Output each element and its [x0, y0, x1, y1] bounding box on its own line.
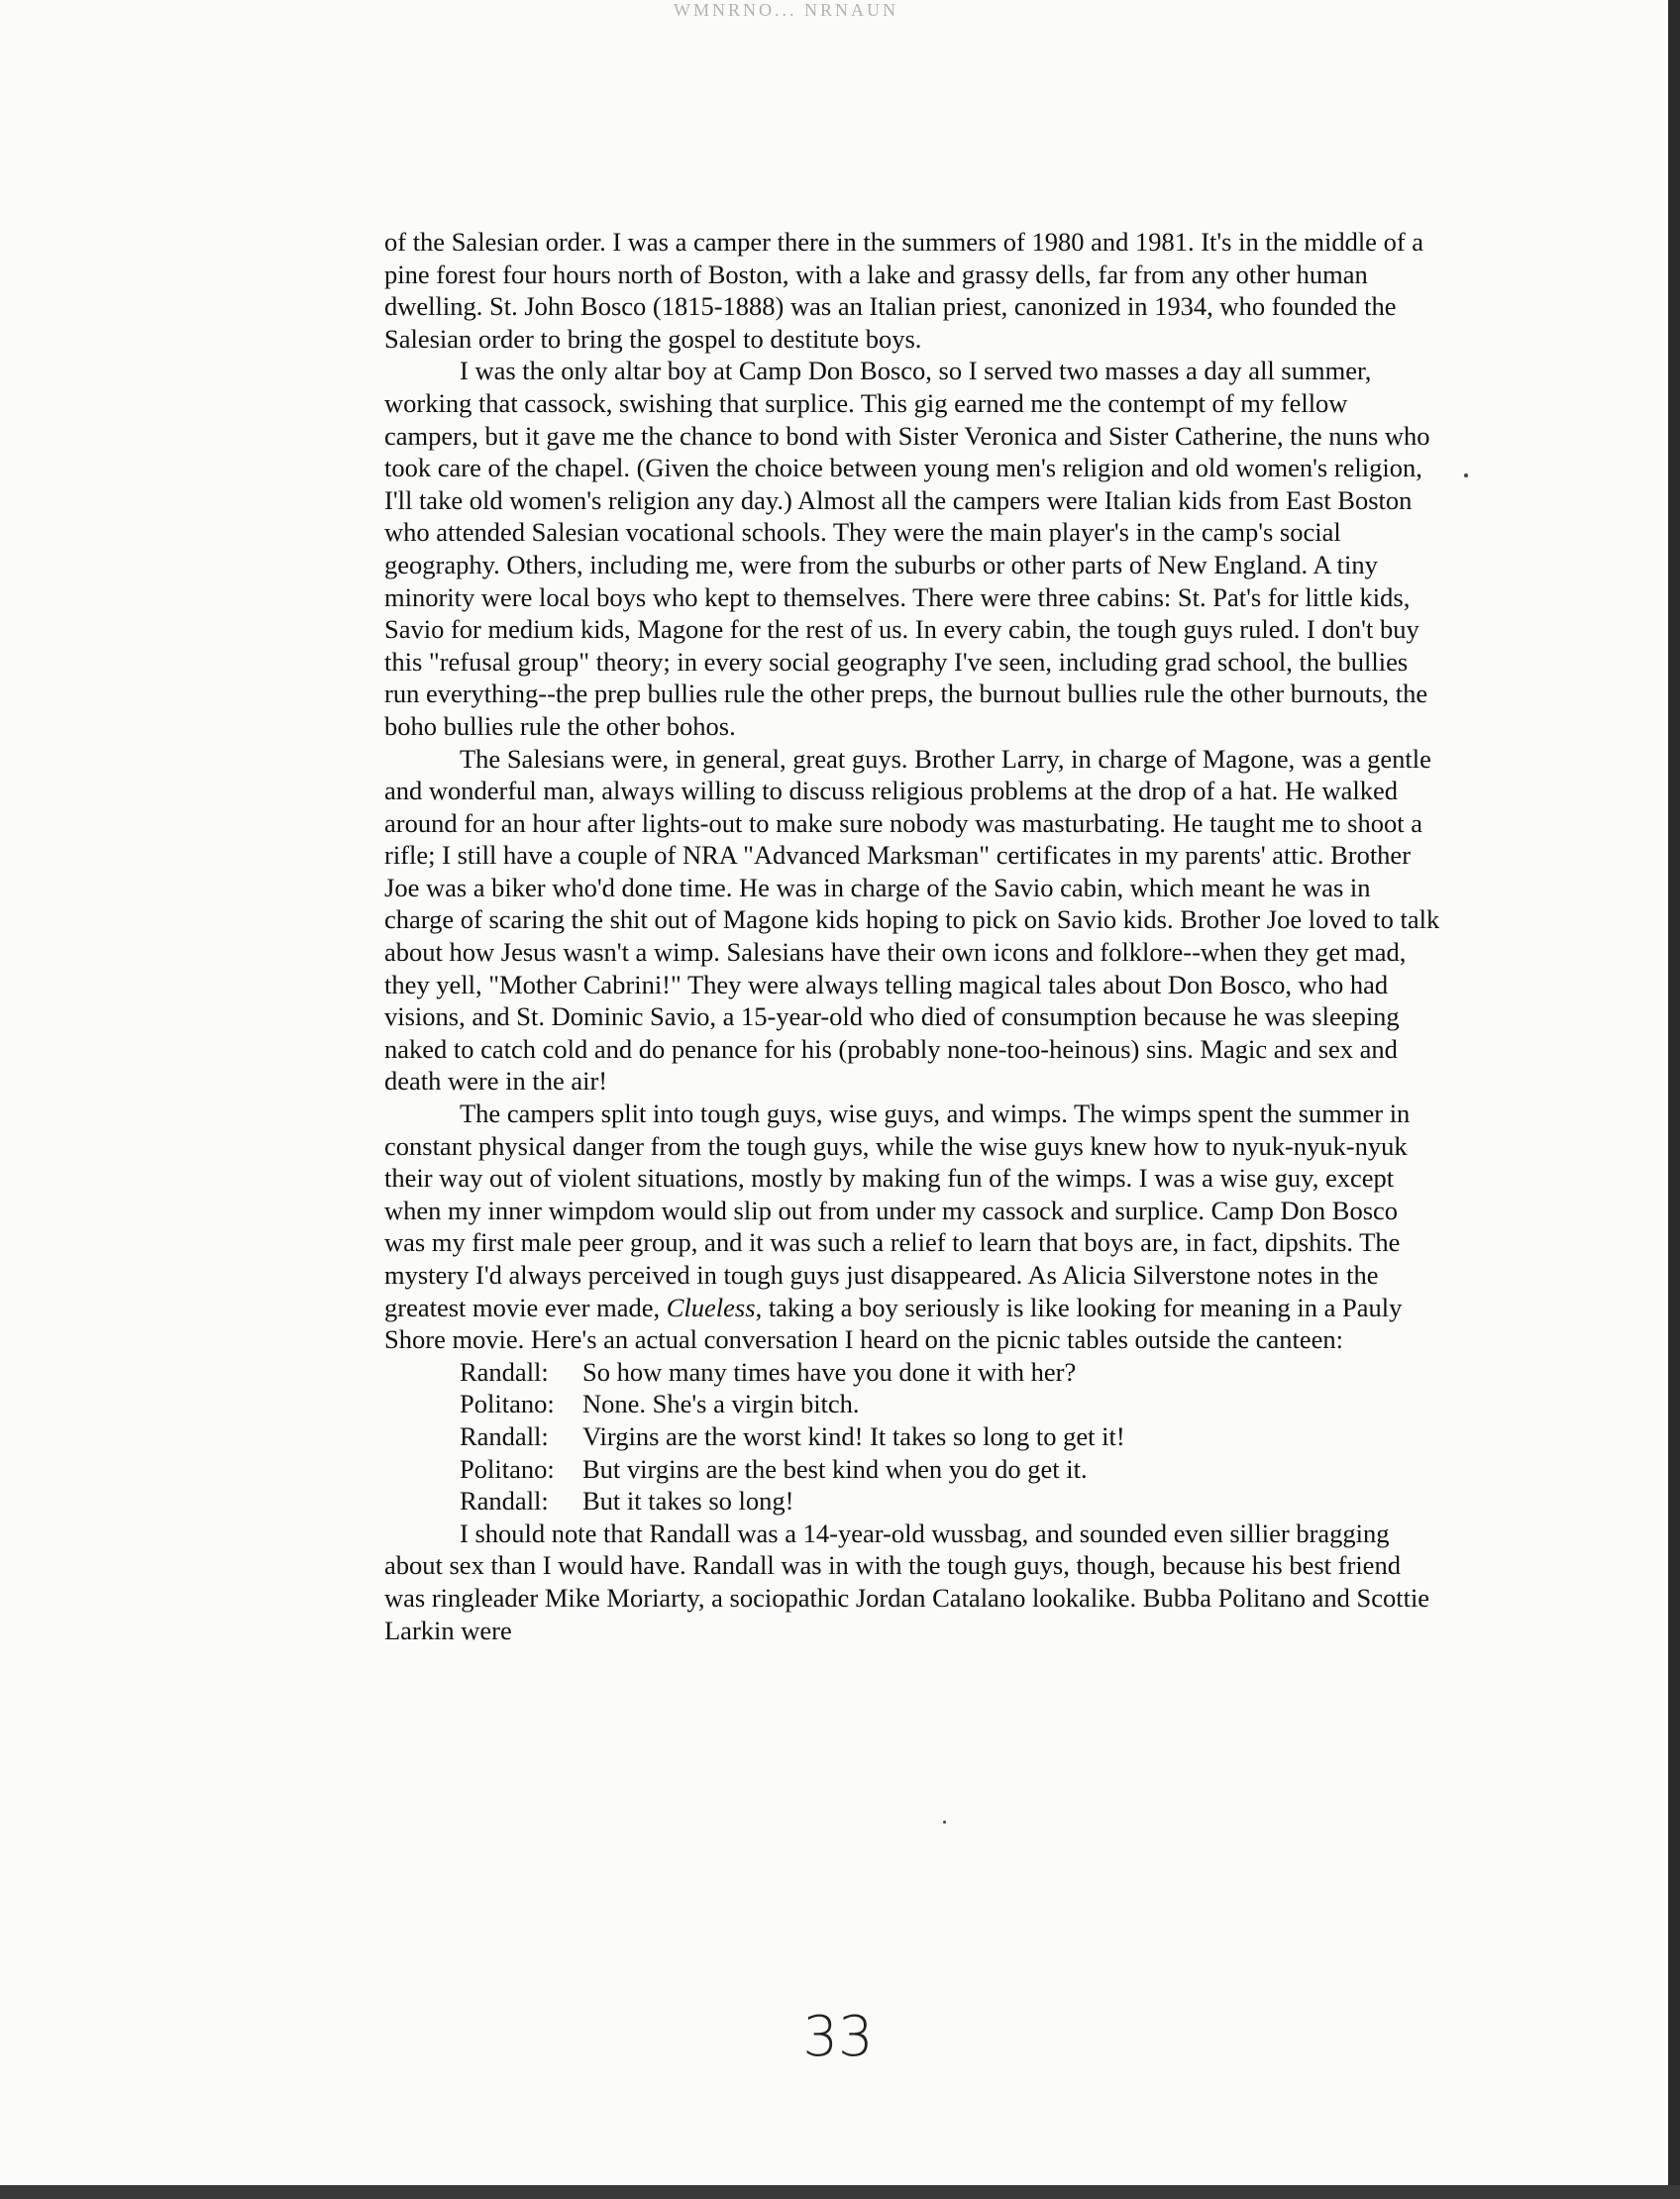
dialogue-speaker: Politano:: [460, 1453, 555, 1484]
dialogue-text: But virgins are the best kind when you do get it.: [582, 1453, 1088, 1484]
dialogue-block: [384, 1356, 1444, 1518]
dialogue-line: [460, 1485, 1444, 1518]
movie-title-italic: Clueless: [666, 1292, 756, 1322]
scan-speck: [1464, 473, 1468, 477]
dialogue-line: [460, 1420, 1444, 1453]
paragraph-4-text-before: The campers split into tough guys, wise guys, and wimps. The wimps spent the summer in constant physical danger from the tough guys, while the wise guys knew how to nyuk-nyuk-nyuk their way out of violent situations, mostly by making fun of the wimps. I was a wise guy, except when my inner wimpdom would slip out from under my cassock and surplice. Camp Don Bosco was my first male peer group, and it was such a relief to learn that boys are, in fact, dipshits. The mystery I'd always perceived in tough guys just disappeared. As Alicia Silverstone notes in the greatest movie ever made,: [384, 1099, 1411, 1322]
dialogue-text: So how many times have you done it with her?: [582, 1356, 1077, 1387]
paragraph-1: of the Salesian order. I was a camper there in the summers of 1980 and 1981. It's in the middle of a pine forest four hours north of Boston, with a lake and grassy dells, far from any other human dwelling. St. John Bosco (1815-1888) was an Italian priest, canonized in 1934, who founded the Salesian order to bring the gospel to destitute boys.: [384, 227, 1424, 354]
page-number: 33: [802, 2005, 874, 2069]
paragraph-2: I was the only altar boy at Camp Don Bosco, so I served two masses a day all summer, working that cassock, swishing that surplice. This gig earned me the contempt of my fellow campers, but it gave me the chance to bond with Sister Veronica and Sister Catherine, the nuns who took care of the chapel. (Given the choice between young men's religion and old women's religion, I'll take old women's religion any day.) Almost all the campers were Italian kids from East Boston who attended Salesian vocational schools. They were the main player's in the camp's social geography. Others, including me, were from the suburbs or other parts of New England. A tiny minority were local boys who kept to themselves. There were three cabins: St. Pat's for little kids, Savio for medium kids, Magone for the rest of us. In every cabin, the tough guys ruled. I don't buy this "refusal group" theory; in every social geography I've seen, including grad school, the bullies run everything--the prep bullies rule the other preps, the burnout bullies rule the other burnouts, the boho bullies rule the other bohos.: [384, 356, 1430, 741]
scan-smudge-text: WMNRNO... NRNAUN: [674, 0, 898, 20]
dialogue-speaker: Randall:: [460, 1420, 549, 1451]
scan-border-right: [1668, 0, 1680, 2199]
dialogue-speaker: Randall:: [460, 1356, 549, 1387]
scan-speck: [943, 1821, 946, 1824]
paragraph-3: The Salesians were, in general, great guys. Brother Larry, in charge of Magone, was a gentle and wonderful man, always willing to discuss religious problems at the drop of a hat. He walked around for an hour after lights-out to make sure nobody was masturbating. He taught me to shoot a rifle; I still have a couple of NRA "Advanced Marksman" certificates in my parents' attic. Brother Joe was a biker who'd done time. He was in charge of the Savio cabin, which meant he was in charge of scaring the shit out of Magone kids hoping to pick on Savio kids. Brother Joe loved to talk about how Jesus wasn't a wimp. Salesians have their own icons and folklore--when they get mad, they yell, "Mother Cabrini!" They were always telling magical tales about Don Bosco, who had visions, and St. Dominic Savio, a 15-year-old who died of consumption because he was sleeping naked to catch cold and do penance for his (probably none-too-heinous) sins. Magic and sex and death were in the air!: [384, 743, 1440, 1097]
dialogue-text: Virgins are the worst kind! It takes so long to get it!: [582, 1420, 1125, 1451]
paragraph-5: I should note that Randall was a 14-year-old wussbag, and sounded even sillier bragging about sex than I would have. Randall was in with the tough guys, though, because his best friend was ringleader Mike Moriarty, a sociopathic Jordan Catalano lookalike. Bubba Politano and Scottie Larkin were: [384, 1518, 1430, 1645]
document-body: [384, 226, 1444, 1646]
dialogue-text: None. She's a virgin bitch.: [582, 1389, 860, 1419]
dialogue-speaker: Politano:: [460, 1389, 555, 1419]
paragraph-4: [384, 1098, 1444, 1356]
dialogue-line: [460, 1453, 1444, 1486]
dialogue-text: But it takes so long!: [582, 1486, 794, 1517]
dialogue-line: [460, 1356, 1444, 1389]
paragraph-4-text-after: , taking a boy seriously is like looking for meaning in a Pauly Shore movie. Here's an actual conversation I heard on the picnic tables outside the canteen:: [384, 1292, 1403, 1355]
scan-border-bottom: [0, 2185, 1680, 2199]
dialogue-speaker: Randall:: [460, 1486, 549, 1517]
dialogue-line: [460, 1388, 1444, 1420]
